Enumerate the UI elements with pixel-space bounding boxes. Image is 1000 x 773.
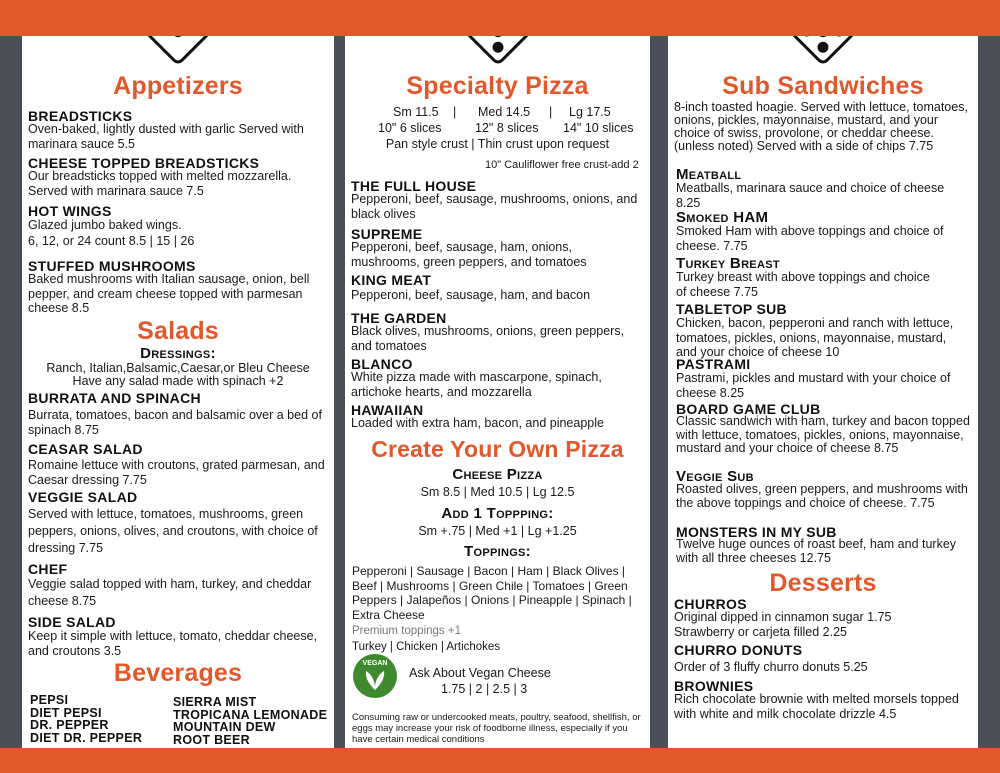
item-name: CHURRO DONUTS [674,642,803,658]
crust-options: Pan style crust | Thin crust upon request [385,137,610,151]
item-desc: Turkey breast with above toppings and choice of cheese 7.75 [676,270,930,299]
beverage-item: DIET PEPSI [30,705,102,720]
die-five-icon [788,36,859,66]
item-desc: Order of 3 fluffy churro donuts 5.25 [674,660,868,674]
item-desc: Oven-baked, lightly dusted with garlic Served with marinara sauce 5.5 [28,122,304,151]
item-desc: Smoked Ham with above toppings and choice of cheese. 7.75 [676,224,944,253]
item-desc: Pepperoni, beef, sausage, mushrooms, onions, and black olives [351,192,638,221]
item-desc: Pastrami, pickles and mustard with your choice of cheese 8.25 [676,371,951,400]
item-desc: Classic sandwich with ham, turkey and bacon topped with lettuce, tomatoes, pickles, onions, mayonnaise, mustard and your choice of cheese 8.75 [676,414,970,455]
item-name: STUFFED MUSHROOMS [28,258,196,274]
item-name: Veggie Sub [676,468,754,485]
size-small: Sm 11.5 [393,105,439,119]
add-topping-label: Add 1 Toppping: [441,505,554,522]
cheese-pizza-label: Cheese Pizza [452,466,543,483]
specialty-pizza-title: Specialty Pizza [406,72,589,100]
vegan-badge-icon [353,654,397,698]
desserts-title: Desserts [769,569,877,597]
beverage-item: TROPICANA LEMONADE [173,707,328,722]
top-banner [0,0,1000,36]
beverage-list-2 [173,696,327,746]
item-desc: Keep it simple with lettuce, tomato, cheddar cheese, and croutons 3.5 [28,629,318,658]
item-desc: Glazed jumbo baked wings. [28,218,182,232]
toppings-list: Pepperoni | Sausage | Bacon | Ham | Black Olives | Beef | Mushrooms | Green Chile | Tomatoes | Green Peppers | Jalapeños | Onions | Pineapple | Spinach | Extra Cheese [352,564,632,622]
beverage-item: DIET DR. PEPPER [30,730,143,745]
item-name: PASTRAMI [676,356,751,372]
item-desc: Served with lettuce, tomatoes, mushrooms, green peppers, onions, olives, and croutons, with choice of dressing 7.75 [28,507,318,555]
food-safety-disclaimer: Consuming raw or undercooked meats, poultry, seafood, shellfish, or eggs may increase your risk of foodborne illness, especially if you have certain medical conditions [352,712,641,745]
item-desc: Our breadsticks topped with melted mozzarella. Served with marinara sauce 7.5 [28,169,292,198]
die-one-icon [143,36,214,66]
item-desc: Romaine lettuce with croutons, grated parmesan, and Caesar dressing 7.75 [28,458,325,487]
item-name: THE GARDEN [351,310,447,326]
beverage-item: PEPSI [30,693,69,707]
item-name: SIDE SALAD [28,614,116,630]
item-desc: Burrata, tomatoes, bacon and balsamic over a bed of spinach 8.75 [28,408,322,437]
item-name: SUPREME [351,226,423,242]
appetizers-title: Appetizers [113,72,243,100]
slices-medium: 12" 8 slices [475,121,539,135]
vegan-cheese-text: Ask About Vegan Cheese [409,666,551,680]
vegan-badge-label: VEGAN [362,660,388,667]
item-desc: Meatballs, marinara sauce and choice of cheese 8.25 [676,181,945,210]
pizza-panel [345,36,650,748]
item-desc: White pizza made with mascarpone, spinach, artichoke hearts, and mozzarella [351,370,602,399]
spinach-note: Have any salad made with spinach +2 [72,374,284,388]
item-name: VEGGIE SALAD [28,489,138,505]
sub-sandwiches-title: Sub Sandwiches [722,72,924,100]
beverages-title: Beverages [113,659,243,687]
item-desc: Chicken, bacon, pepperoni and ranch with lettuce, tomatoes, pickles, onions, mayonnaise, mustard, and your choice of cheese 10 [676,316,954,359]
item-name: CHEF [28,561,68,577]
item-desc: Baked mushrooms with Italian sausage, onion, bell pepper, and cream cheese topped with parmesan cheese 8.5 [28,272,310,315]
dressings-label: Dressings: [140,345,216,362]
cauliflower-crust: 10" Cauliflower free crust-add 2 [485,159,639,171]
item-name: CHURROS [674,596,747,612]
premium-toppings-list: Turkey | Chicken | Artichokes [352,641,501,653]
item-desc: Twelve huge ounces of roast beef, ham and turkey with all three cheeses 12.75 [676,537,957,565]
item-desc: Pepperoni, beef, sausage, ham, and bacon [351,288,591,302]
item-name: THE FULL HOUSE [351,178,477,194]
item-desc: Pepperoni, beef, sausage, ham, onions, mushrooms, green peppers, and tomatoes [351,240,587,269]
beverage-item: SIERRA MIST [173,695,257,709]
item-name: Turkey Breast [676,255,780,272]
vegan-cheese-prices: 1.75 | 2 | 2.5 | 3 [441,682,528,696]
toppings-label: Toppings: [464,543,531,560]
item-name: Smoked HAM [676,209,769,226]
item-name: HAWAIIAN [351,402,424,418]
salads-title: Salads [137,317,219,345]
item-name: KING MEAT [351,272,432,288]
size-divider: | [549,105,553,119]
beverage-list-1 [30,694,142,744]
item-desc: Original dipped in cinnamon sugar 1.75 [674,610,892,624]
bottom-banner [0,748,1000,773]
item-name: BLANCO [351,356,413,372]
item-name: TABLETOP SUB [676,301,787,317]
size-large: Lg 17.5 [569,105,611,119]
dressings-list: Ranch, Italian,Balsamic,Caesar,or Bleu Cheese [46,361,310,375]
item-name: BURRATA AND SPINACH [28,390,201,406]
subs-desserts-panel [668,36,978,748]
item-name: CHEESE TOPPED BREADSTICKS [28,155,260,171]
item-desc: Strawberry or carjeta filled 2.25 [674,625,847,639]
item-name: BROWNIES [674,678,754,694]
item-desc: Black olives, mushrooms, onions, green peppers, and tomatoes [351,324,625,353]
premium-toppings-label: Premium toppings +1 [352,625,461,637]
beverage-item: DR. PEPPER [30,718,109,732]
subs-intro: 8-inch toasted hoagie. Served with lettuce, tomatoes, onions, pickles, mayonnaise, mustard, and your choice of swiss, provolone, or cheddar cheese. (unless noted) Served with a side of chips 7.75 [674,100,968,153]
appetizers-salads-beverages-panel [22,36,334,748]
item-name: MONSTERS IN MY SUB [676,524,837,540]
item-desc: Veggie salad topped with ham, turkey, and cheddar cheese 8.75 [28,577,312,608]
item-name: BREADSTICKS [28,108,133,124]
create-your-own-title: Create Your Own Pizza [371,436,624,462]
beverage-item: ROOT BEER [173,732,251,747]
add-topping-prices: Sm +.75 | Med +1 | Lg +1.25 [418,524,577,538]
item-name: CEASAR SALAD [28,441,143,457]
item-name: HOT WINGS [28,203,112,219]
item-desc: 6, 12, or 24 count 8.5 | 15 | 26 [28,234,195,248]
beverage-item: MOUNTAIN DEW [173,720,276,734]
size-medium: Med 14.5 [478,105,531,119]
cheese-pizza-prices: Sm 8.5 | Med 10.5 | Lg 12.5 [420,485,575,499]
item-name: BOARD GAME CLUB [676,401,821,417]
item-name: Meatball [676,166,742,183]
slices-large: 14" 10 slices [563,121,634,135]
item-desc: Rich chocolate brownie with melted morsels topped with white and milk chocolate drizzle 4.5 [674,692,959,721]
size-divider: | [453,105,457,119]
slices-small: 10" 6 slices [378,121,442,135]
die-three-icon [463,36,534,66]
item-desc: Roasted olives, green peppers, and mushrooms with the above toppings and choice of cheese. 7.75 [676,482,968,510]
item-desc: Loaded with extra ham, bacon, and pineapple [351,416,604,430]
